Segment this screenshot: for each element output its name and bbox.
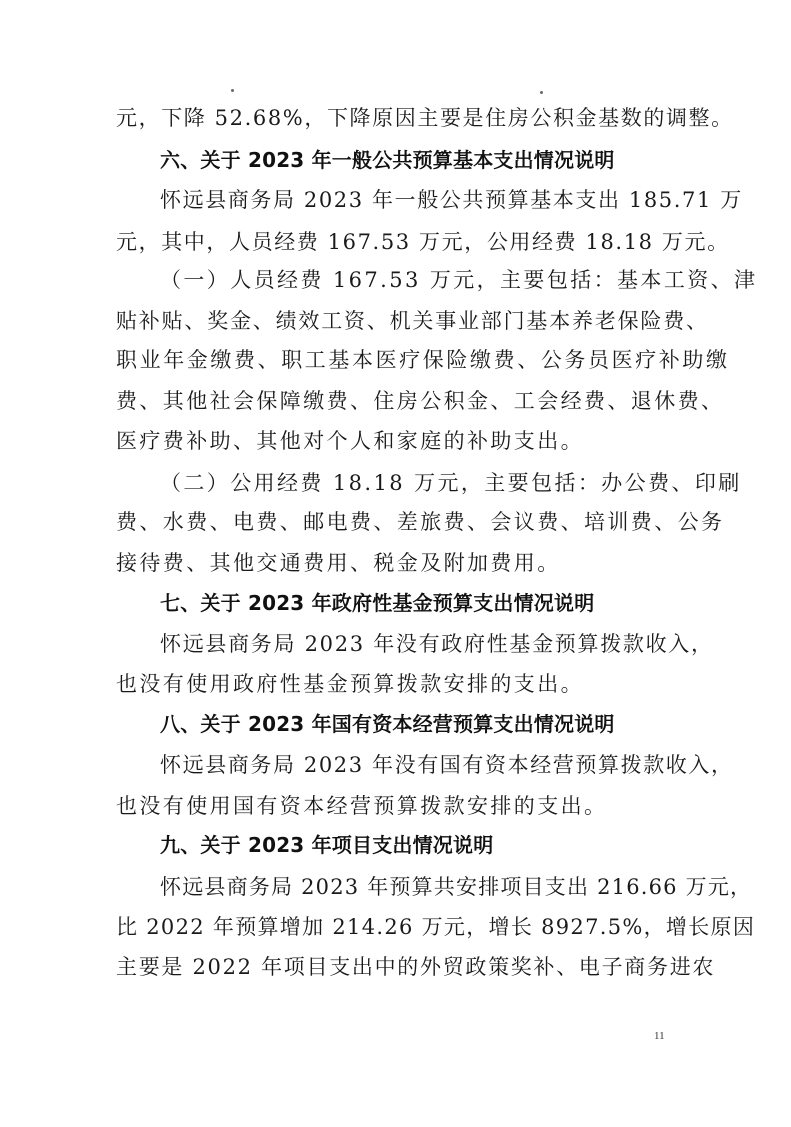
- text-line: [0, 750, 791, 780]
- line-text: 费、其他社会保障缴费、住房公积金、工会经费、退休费、: [116, 389, 725, 413]
- text-line: [0, 306, 791, 336]
- line-text: 比 2022 年预算增加 214.26 万元，增长 8927.5%，增长原因: [116, 915, 756, 939]
- text-line: [0, 548, 791, 578]
- heading-text: 八、关于 2023 年国有资本经营预算支出情况说明: [160, 712, 615, 736]
- line-text: 元，其中，人员经费 167.53 万元，公用经费 18.18 万元。: [116, 230, 730, 254]
- text-line: [0, 507, 791, 537]
- text-line: [0, 227, 791, 257]
- line-text: 怀远县商务局 2023 年没有国有资本经营预算拨款收入，: [160, 753, 734, 777]
- section-heading: [0, 145, 791, 175]
- text-line: [0, 265, 791, 295]
- line-text: 费、水费、电费、邮电费、差旅费、会议费、培训费、公务: [116, 510, 725, 534]
- line-text: 医疗费补助、其他对个人和家庭的补助支出。: [116, 429, 584, 453]
- text-line: [0, 426, 791, 456]
- line-text: 也没有使用国有资本经营预算拨款安排的支出。: [116, 794, 608, 818]
- text-line: [0, 791, 791, 821]
- line-text: 贴补贴、奖金、绩效工资、机关事业部门基本养老保险费、: [116, 309, 709, 333]
- line-text: 主要是 2022 年项目支出中的外贸政策奖补、电子商务进农: [116, 955, 716, 979]
- text-line: [0, 468, 791, 498]
- heading-text: 七、关于 2023 年政府性基金预算支出情况说明: [160, 591, 595, 615]
- scan-speck: [231, 89, 234, 92]
- line-text: （二）公用经费 18.18 万元，主要包括：办公费、印刷: [160, 471, 742, 495]
- text-line: [0, 629, 791, 659]
- text-line: [0, 185, 791, 215]
- text-line: [0, 345, 791, 375]
- section-heading: [0, 588, 791, 618]
- line-text: 怀远县商务局 2023 年预算共安排项目支出 216.66 万元，: [160, 875, 753, 899]
- text-line: [0, 952, 791, 982]
- line-text: 接待费、其他交通费用、税金及附加费用。: [116, 551, 561, 575]
- text-line: [0, 912, 791, 942]
- line-text: （一）人员经费 167.53 万元，主要包括：基本工资、津: [160, 268, 758, 292]
- page-number: 11: [654, 1030, 665, 1042]
- text-line: [0, 872, 791, 902]
- section-heading: [0, 830, 791, 860]
- line-text: 元，下降 52.68%，下降原因主要是住房公积金基数的调整。: [116, 106, 734, 130]
- section-heading: [0, 709, 791, 739]
- line-text: 也没有使用政府性基金预算拨款安排的支出。: [116, 672, 584, 696]
- scan-speck: [540, 91, 543, 94]
- heading-text: 九、关于 2023 年项目支出情况说明: [160, 833, 494, 857]
- text-line: [0, 386, 791, 416]
- text-line: [0, 103, 791, 133]
- line-text: 怀远县商务局 2023 年没有政府性基金预算拨款收入，: [160, 632, 714, 656]
- line-text: 职业年金缴费、职工基本医疗保险缴费、公务员医疗补助缴: [116, 348, 730, 372]
- text-line: [0, 669, 791, 699]
- heading-text: 六、关于 2023 年一般公共预算基本支出情况说明: [160, 148, 615, 172]
- line-text: 怀远县商务局 2023 年一般公共预算基本支出 185.71 万: [160, 188, 743, 212]
